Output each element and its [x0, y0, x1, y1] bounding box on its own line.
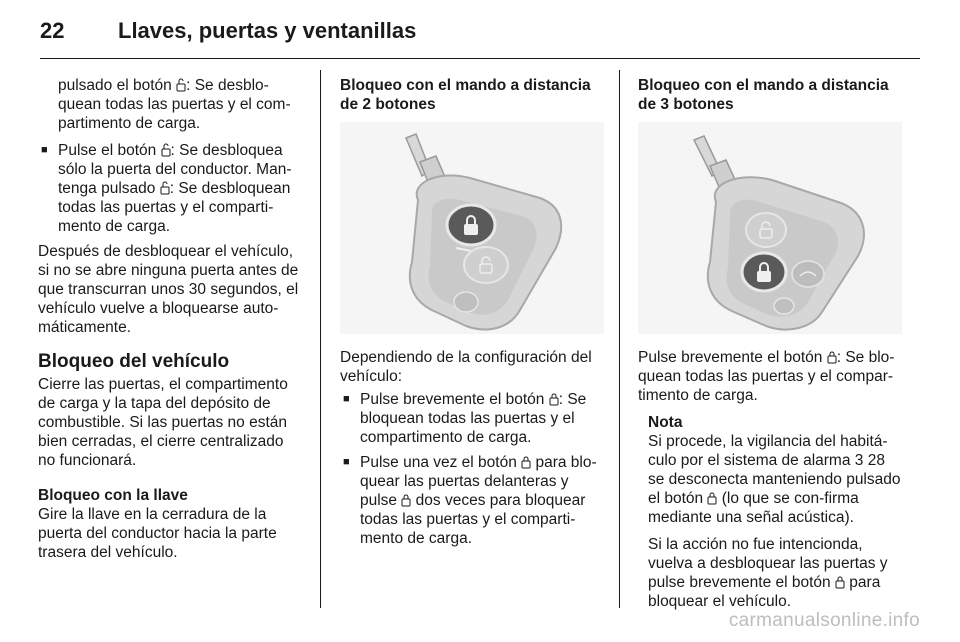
- text: para bloquear el vehículo.: [648, 574, 881, 610]
- watermark: carmanualsonline.info: [728, 610, 920, 631]
- subsection-heading: Bloqueo con el mando a distancia de 2 botones: [340, 77, 591, 113]
- page-header: [0, 0, 960, 62]
- unlock-key-icon: [176, 78, 186, 92]
- text: pulsado el botón: [58, 77, 177, 94]
- paragraph: Dependiendo de la configuración del vehículo:: [340, 349, 592, 385]
- text: : Se blo-quean todas las puertas y el compar-timento de carga.: [638, 349, 895, 404]
- note-box: [638, 413, 904, 611]
- text: : Se desblo-quean todas las puertas y el com-partimento de carga.: [58, 77, 291, 132]
- column-3: [638, 76, 904, 619]
- header-rule: [40, 58, 920, 59]
- list-item: [340, 453, 606, 548]
- text: para blo-quear las puertas delanteras y pulse: [360, 454, 597, 509]
- unlock-key-icon: [160, 181, 170, 195]
- paragraph: [638, 348, 904, 405]
- lock-key-icon: [827, 350, 837, 364]
- paragraph: Cierre las puertas, el compartimento de carga y la tapa del depósito de combustible. Si las puertas no están bien cerradas, el cierre centralizado no funcionará.: [38, 376, 288, 469]
- list-item: [38, 141, 304, 236]
- page-number: 22: [40, 18, 65, 43]
- text: : Se desbloquea sólo la puerta del conductor. Man-tenga pulsado: [58, 142, 292, 197]
- paragraph: Gire la llave en la cerradura de la puerta del conductor hacia la parte trasera del vehículo.: [38, 506, 277, 561]
- two-button-remote-figure: [340, 122, 604, 334]
- column-divider: [320, 70, 321, 608]
- text: Pulse brevemente el botón: [638, 349, 827, 366]
- paragraph: [648, 535, 904, 611]
- two-button-remote-illustration: [340, 122, 604, 334]
- lock-key-icon: [707, 491, 717, 505]
- unlock-key-icon: [161, 143, 171, 157]
- column-divider: [619, 70, 620, 608]
- column-1: [38, 76, 304, 570]
- text: (lo que se con-firma mediante una señal acústica).: [648, 490, 859, 526]
- paragraph: Después de desbloquear el vehículo, si no se abre ninguna puerta antes de que transcurran unos 30 segundos, el vehículo vuelve a bloquearse auto-máticamente.: [38, 243, 299, 336]
- text: Si la acción no fue intencionda, vuelva a desbloquear las puertas y pulse brevemente el botón: [648, 536, 888, 591]
- note-title: Nota: [648, 414, 683, 431]
- lock-key-icon: [549, 392, 559, 406]
- column-2: [340, 76, 606, 554]
- lock-key-icon: [835, 575, 845, 589]
- text: Si procede, la vigilancia del habitá-culo por el sistema de alarma: [648, 433, 888, 469]
- paragraph: [38, 76, 304, 133]
- text: : Se desbloquean todas las puertas y el comparti-mento de carga.: [58, 180, 291, 235]
- text: Pulse una vez el botón: [360, 454, 522, 471]
- text: Pulse brevemente el botón: [360, 391, 549, 408]
- text: : Se bloquean todas las puertas y el compartimento de carga.: [360, 391, 587, 446]
- page-reference[interactable]: 3 28: [854, 452, 885, 469]
- subsection-heading: Bloqueo con el mando a distancia de 3 botones: [638, 77, 889, 113]
- three-button-remote-illustration: [638, 122, 902, 334]
- lock-key-icon: [401, 493, 411, 507]
- page-title: Llaves, puertas y ventanillas: [118, 18, 417, 43]
- text: se desconecta manteniendo pulsado el botón: [648, 471, 901, 507]
- text: Pulse el botón: [58, 142, 161, 159]
- text: dos veces para bloquear todas las puertas y el comparti-mento de carga.: [360, 492, 586, 547]
- three-button-remote-figure: [638, 122, 902, 334]
- lock-key-icon: [521, 455, 531, 469]
- section-heading: Bloqueo del vehículo: [38, 351, 230, 372]
- paragraph: [648, 432, 904, 527]
- subsection-heading: Bloqueo con la llave: [38, 487, 188, 504]
- list-item: [340, 390, 606, 447]
